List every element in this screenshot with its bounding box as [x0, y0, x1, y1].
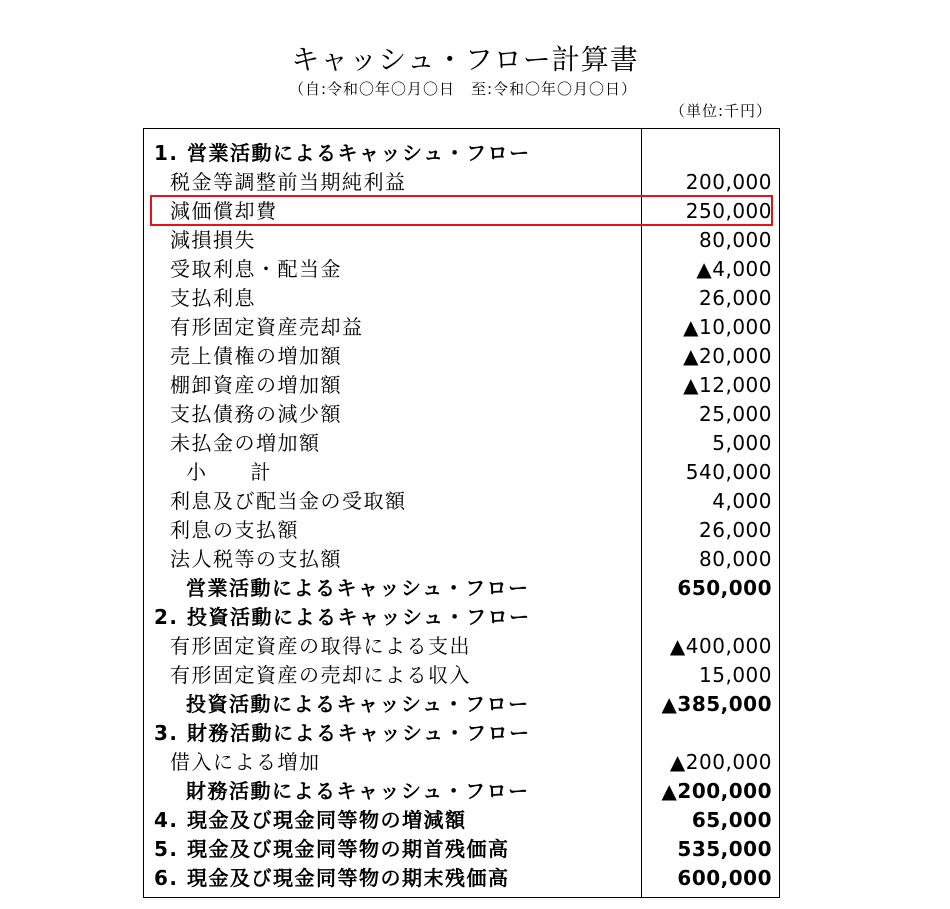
row-amount: ▲10,000 — [683, 315, 772, 339]
table-row — [144, 719, 779, 748]
unit-label: （単位:千円） — [669, 102, 772, 120]
table-row — [144, 429, 779, 458]
row-label: 利息及び配当金の受取額 — [170, 489, 407, 513]
row-label: 小 計 — [186, 460, 272, 484]
row-label: 法人税等の支払額 — [170, 547, 342, 571]
row-label: 有形固定資産売却益 — [170, 315, 364, 339]
row-label: 5. 現金及び現金同等物の期首残価高 — [154, 837, 510, 861]
row-amount: 25,000 — [699, 402, 772, 426]
row-label: 有形固定資産の取得による支出 — [170, 634, 471, 658]
table-row — [144, 168, 779, 197]
table-row — [144, 632, 779, 661]
table-row — [144, 835, 779, 864]
row-amount: ▲12,000 — [683, 373, 772, 397]
row-label: 未払金の増加額 — [170, 431, 321, 455]
table-row — [144, 313, 779, 342]
row-label: 1. 営業活動によるキャッシュ・フロー — [154, 141, 531, 165]
row-label: 利息の支払額 — [170, 518, 299, 542]
row-label: 財務活動によるキャッシュ・フロー — [186, 779, 530, 803]
row-amount: ▲4,000 — [696, 257, 772, 281]
row-amount: ▲385,000 — [661, 692, 772, 716]
table-row — [144, 226, 779, 255]
row-amount: 200,000 — [685, 170, 772, 194]
table-row — [144, 400, 779, 429]
row-label: 4. 現金及び現金同等物の増減額 — [154, 808, 467, 832]
row-label: 借入による増加 — [170, 750, 321, 774]
table-row — [144, 342, 779, 371]
table-row — [144, 458, 779, 487]
table-row — [144, 284, 779, 313]
row-amount: 650,000 — [677, 576, 772, 600]
table-row — [144, 574, 779, 603]
table-row — [144, 806, 779, 835]
table-row — [144, 255, 779, 284]
row-amount: 4,000 — [712, 489, 772, 513]
row-label: 有形固定資産の売却による収入 — [170, 663, 471, 687]
table-row — [144, 139, 779, 168]
row-amount: 80,000 — [699, 228, 772, 252]
row-label: 6. 現金及び現金同等物の期末残価高 — [154, 866, 510, 890]
row-amount: ▲20,000 — [683, 344, 772, 368]
row-amount: 65,000 — [691, 808, 772, 832]
row-amount: ▲400,000 — [669, 634, 772, 658]
row-amount: 535,000 — [677, 837, 772, 861]
table-row — [144, 371, 779, 400]
table-row — [144, 545, 779, 574]
row-label: 売上債権の増加額 — [170, 344, 342, 368]
row-amount: 15,000 — [699, 663, 772, 687]
statement-title: キャッシュ・フロー計算書 — [291, 43, 639, 76]
row-label: 棚卸資産の増加額 — [170, 373, 342, 397]
table-row — [144, 603, 779, 632]
row-label: 支払利息 — [170, 286, 256, 310]
table-row — [144, 748, 779, 777]
row-amount: ▲200,000 — [661, 779, 772, 803]
row-label: 税金等調整前当期純利益 — [170, 170, 407, 194]
row-amount: 540,000 — [685, 460, 772, 484]
row-amount: 26,000 — [699, 286, 772, 310]
row-amount: 5,000 — [712, 431, 772, 455]
table-row — [144, 661, 779, 690]
row-amount: ▲200,000 — [669, 750, 772, 774]
row-label: 2. 投資活動によるキャッシュ・フロー — [154, 605, 531, 629]
table-row — [144, 690, 779, 719]
table-row — [144, 777, 779, 806]
row-label: 支払債務の減少額 — [170, 402, 342, 426]
statement-period: （自:令和〇年〇月〇日 至:令和〇年〇月〇日） — [288, 80, 638, 98]
table-rows — [144, 139, 779, 893]
cash-flow-table — [143, 128, 780, 898]
row-label: 減損損失 — [170, 228, 256, 252]
row-label: 減価償却費 — [170, 199, 278, 223]
row-label: 受取利息・配当金 — [170, 257, 342, 281]
row-amount: 26,000 — [699, 518, 772, 542]
row-amount: 80,000 — [699, 547, 772, 571]
table-row — [144, 487, 779, 516]
table-row — [144, 516, 779, 545]
table-row — [144, 864, 779, 893]
highlight-box — [150, 195, 773, 226]
row-label: 営業活動によるキャッシュ・フロー — [186, 576, 530, 600]
row-label: 投資活動によるキャッシュ・フロー — [186, 692, 530, 716]
row-amount: 250,000 — [685, 199, 772, 223]
row-label: 3. 財務活動によるキャッシュ・フロー — [154, 721, 531, 745]
row-amount: 600,000 — [677, 866, 772, 890]
